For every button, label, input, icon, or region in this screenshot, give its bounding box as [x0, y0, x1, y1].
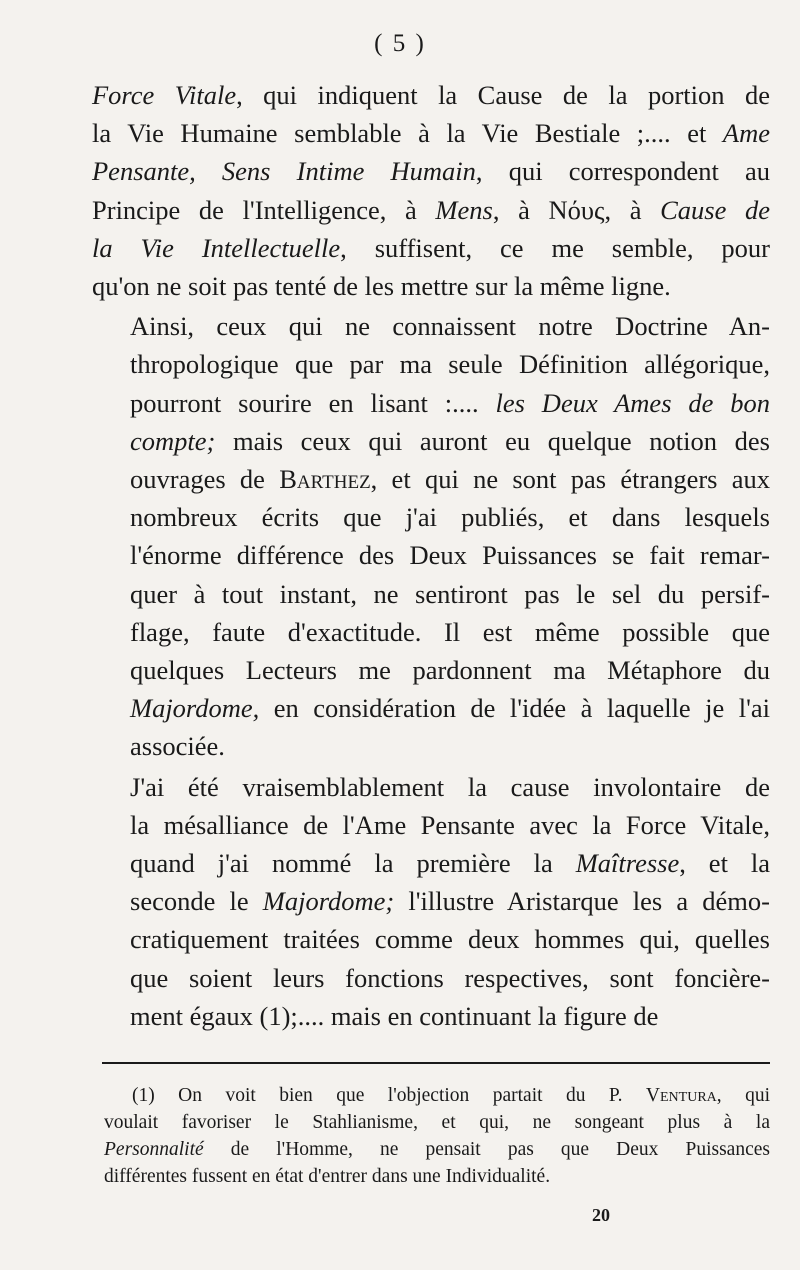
paragraph-1	[92, 76, 770, 305]
text-line: Pensante, Sens Intime Humain, qui correspondent au	[92, 156, 770, 187]
text-line: la mésalliance de l'Ame Pensante avec la Force Vitale,	[130, 809, 770, 840]
footnote-separator	[102, 1062, 770, 1064]
text-line: cratiquement traitées comme deux hommes qui, quelles	[130, 924, 770, 955]
text-line: ouvrages de Barthez, et qui ne sont pas étrangers aux	[130, 464, 770, 495]
text-line: seconde le Majordome; l'illustre Aristarque les a démo-	[130, 886, 770, 917]
text-line: voulait favoriser le Stahlianisme, et qui, ne songeant plus à la	[104, 1112, 770, 1133]
text-line: J'ai été vraisemblablement la cause involontaire de	[130, 771, 770, 802]
text-line: Majordome, en considération de l'idée à laquelle je l'ai	[130, 693, 770, 724]
text-line: différentes fussent en état d'entrer dans une Individualité.	[104, 1166, 551, 1187]
page-number: ( 5 )	[374, 30, 426, 57]
text-line: ment égaux (1);.... mais en continuant la figure de	[130, 1000, 659, 1031]
text-line: la Vie Intellectuelle, suffisent, ce me semble, pour	[92, 232, 770, 263]
text-line: thropologique que par ma seule Définition allégorique,	[130, 349, 770, 380]
text-line: quelques Lecteurs me pardonnent ma Métaphore du	[130, 655, 770, 686]
paragraph-2	[92, 307, 770, 765]
text-line: Personnalité de l'Homme, ne pensait pas que Deux Puissances	[104, 1139, 770, 1160]
text-line: flage, faute d'exactitude. Il est même possible que	[130, 616, 770, 647]
text-line: pourront sourire en lisant :.... les Deux Ames de bon	[130, 387, 771, 418]
paragraph-3	[92, 768, 770, 1035]
main-text	[92, 76, 770, 1035]
text-line: associée.	[130, 731, 225, 762]
footnote	[104, 1082, 770, 1190]
text-line: (1) On voit bien que l'objection partait du P. Ventura, qui	[132, 1085, 770, 1106]
text-line: que soient leurs fonctions respectives, sont foncière-	[130, 962, 770, 993]
text-line: qu'on ne soit pas tenté de les mettre sur la même ligne.	[92, 271, 671, 302]
text-line: Principe de l'Intelligence, à Mens, à Νόυς, à Cause de	[92, 194, 770, 225]
text-line: Ainsi, ceux qui ne connaissent notre Doctrine An-	[130, 311, 770, 342]
text-line: quer à tout instant, ne sentiront pas le sel du persif-	[130, 578, 770, 609]
text-line: Force Vitale, qui indiquent la Cause de la portion de	[92, 80, 770, 110]
text-line: quand j'ai nommé la première la Maîtresse, et la	[130, 848, 771, 879]
signature-mark: 20	[592, 1205, 610, 1225]
text-line: nombreux écrits que j'ai publiés, et dans lesquels	[130, 502, 770, 533]
text-line: compte; mais ceux qui auront eu quelque notion des	[130, 425, 770, 456]
text-line: l'énorme différence des Deux Puissances se fait remar-	[130, 540, 770, 571]
text-line: la Vie Humaine semblable à la Vie Bestiale ;.... et Ame	[92, 118, 770, 149]
